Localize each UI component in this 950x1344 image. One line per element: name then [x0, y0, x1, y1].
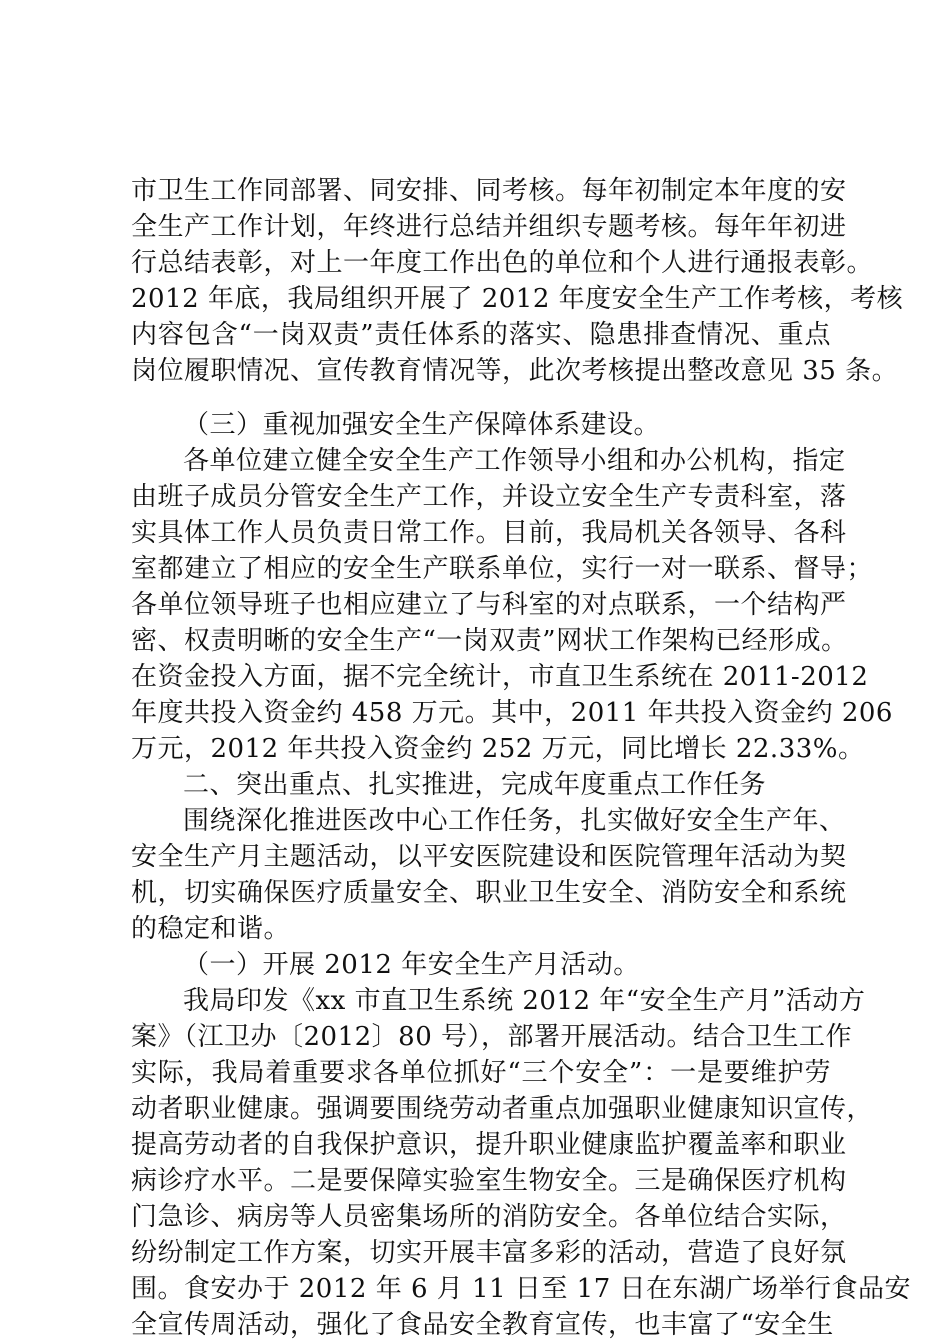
text-line: 围。食安办于 2012 年 6 月 11 日至 17 日在东湖广场举行食品安 [131, 1274, 911, 1304]
paragraph-first-line: 各单位建立健全安全生产工作领导小组和办公机构，指定 [183, 446, 846, 476]
text-line: 由班子成员分管安全生产工作，并设立安全生产专责科室，落 [131, 482, 847, 512]
text-line: 密、权责明晰的安全生产“一岗双责”网状工作架构已经形成。 [131, 626, 848, 656]
text-line: 案》（江卫办〔2012〕80 号），部署开展活动。结合卫生工作 [131, 1022, 853, 1052]
text-line: 机，切实确保医疗质量安全、职业卫生安全、消防安全和系统 [131, 878, 847, 908]
text-line: 动者职业健康。强调要围绕劳动者重点加强职业健康知识宣传， [131, 1094, 874, 1124]
text-line: 全生产工作计划，年终进行总结并组织专题考核。每年年初进 [131, 212, 847, 242]
text-line: 万元，2012 年共投入资金约 252 万元，同比增长 22.33%。 [131, 734, 865, 764]
paragraph-first-line: 围绕深化推进医改中心工作任务，扎实做好安全生产年、 [183, 806, 846, 836]
text-line: 2012 年底，我局组织开展了 2012 年度安全生产工作考核，考核 [131, 284, 904, 314]
text-line: 行总结表彰，对上一年度工作出色的单位和个人进行通报表彰。 [131, 248, 874, 278]
section-heading: （三）重视加强安全生产保障体系建设。 [183, 410, 661, 440]
text-line: 安全生产月主题活动，以平安医院建设和医院管理年活动为契 [131, 842, 847, 872]
text-line: 各单位领导班子也相应建立了与科室的对点联系，一个结构严 [131, 590, 847, 620]
text-line: 实际，我局着重要求各单位抓好“三个安全”：一是要维护劳 [131, 1058, 831, 1088]
text-line: 的稳定和谐。 [131, 914, 291, 944]
text-line: 全宣传周活动，强化了食品安全教育宣传，也丰富了“安全生 [131, 1310, 834, 1340]
text-line: 室都建立了相应的安全生产联系单位，实行一对一联系、督导； [131, 554, 874, 584]
text-line: 岗位履职情况、宣传教育情况等，此次考核提出整改意见 35 条。 [131, 356, 899, 386]
section-heading: 二、突出重点、扎实推进，完成年度重点工作任务 [183, 770, 767, 800]
text-line: 内容包含“一岗双责”责任体系的落实、隐患排查情况、重点 [131, 320, 831, 350]
section-heading: （一）开展 2012 年安全生产月活动。 [183, 950, 640, 980]
text-line: 市卫生工作同部署、同安排、同考核。每年初制定本年度的安 [131, 176, 847, 206]
paragraph-first-line: 我局印发《xx 市直卫生系统 2012 年“安全生产月”活动方 [183, 986, 866, 1016]
text-line: 病诊疗水平。二是要保障实验室生物安全。三是确保医疗机构 [131, 1166, 847, 1196]
text-line: 实具体工作人员负责日常工作。目前，我局机关各领导、各科 [131, 518, 847, 548]
text-line: 门急诊、病房等人员密集场所的消防安全。各单位结合实际， [131, 1202, 847, 1232]
text-line: 年度共投入资金约 458 万元。其中，2011 年共投入资金约 206 [131, 698, 893, 728]
text-line: 提高劳动者的自我保护意识，提升职业健康监护覆盖率和职业 [131, 1130, 847, 1160]
text-line: 在资金投入方面，据不完全统计，市直卫生系统在 2011-2012 [131, 662, 869, 692]
text-line: 纷纷制定工作方案，切实开展丰富多彩的活动，营造了良好氛 [131, 1238, 847, 1268]
